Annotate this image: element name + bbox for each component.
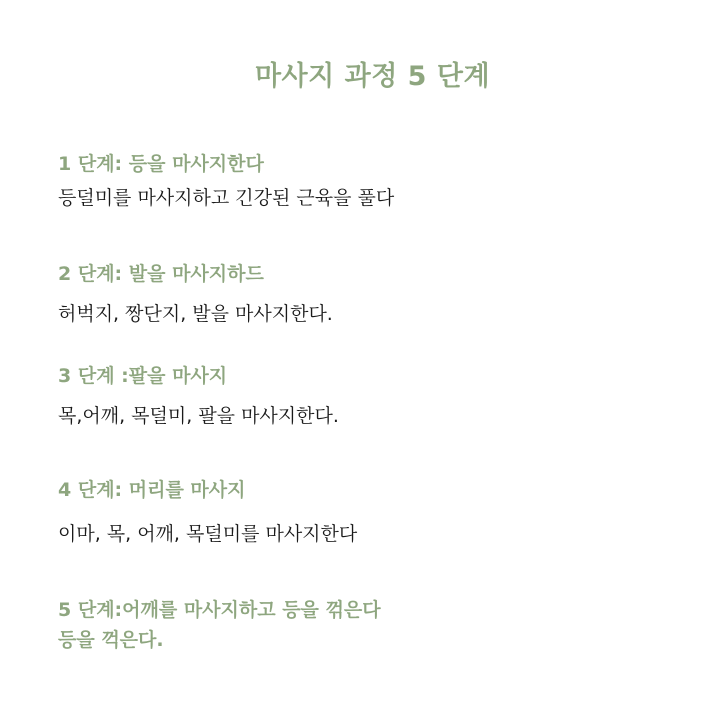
step-1-description: 등덜미를 마사지하고 긴강된 근육을 풀다 bbox=[58, 187, 395, 209]
step-5-title: 5 단계:어깨를 마사지하고 등을 꺾은다 bbox=[58, 599, 381, 621]
step-3-title: 3 단계 :팔을 마사지 bbox=[58, 365, 228, 387]
step-3-description: 목,어깨, 목덜미, 팔을 마사지한다. bbox=[58, 405, 339, 427]
page-title: 마사지 과정 5 단계 bbox=[254, 61, 491, 92]
step-4-title: 4 단계: 머리를 마사지 bbox=[58, 479, 246, 501]
step-1-title: 1 단계: 등을 마사지한다 bbox=[58, 153, 264, 175]
step-4-description: 이마, 목, 어깨, 목덜미를 마사지한다 bbox=[58, 523, 358, 545]
step-5-description: 등을 꺽은다. bbox=[58, 629, 164, 651]
step-2-title: 2 단계: 발을 마사지하드 bbox=[58, 263, 264, 285]
step-2-description: 허벅지, 짱단지, 발을 마사지한다. bbox=[58, 303, 333, 325]
